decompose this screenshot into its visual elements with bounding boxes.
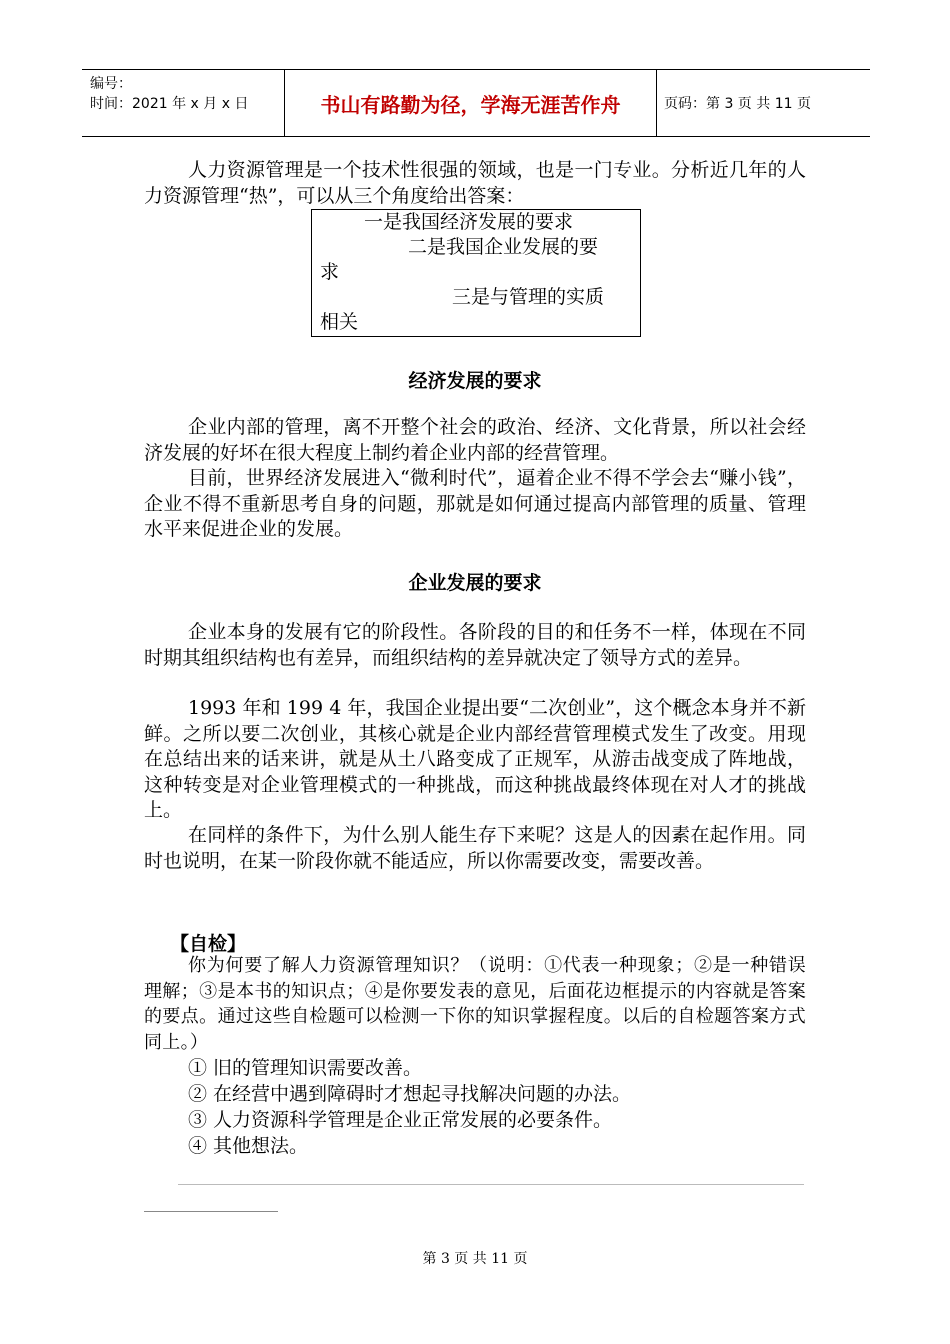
number-label: 编号： — [90, 76, 132, 92]
paragraph: 在同样的条件下，为什么别人能生存下来呢？这是人的因素在起作用。同时也说明，在某一阶段你就不能适应，所以你需要改变，需要改善。 — [144, 824, 806, 872]
summary-box — [311, 209, 641, 337]
header-page-info: 页码：第 3 页 共 11 页 — [664, 96, 811, 112]
box-line-2-wrap: 求 — [320, 261, 340, 283]
section-heading: 经济发展的要求 — [408, 370, 542, 392]
header-divider — [656, 70, 657, 136]
self-check-title: 【自检】 — [170, 933, 247, 955]
intro-paragraph: 人力资源管理是一个技术性很强的领域，也是一门专业。分析近几年的人力资源管理“热”，可以从三个角度给出答案： — [144, 159, 806, 207]
page-footer: 第 3 页 共 11 页 — [422, 1251, 528, 1267]
paragraph: 企业内部的管理，离不开整个社会的政治、经济、文化背景，所以社会经济发展的好坏在很大程度上制约着企业内部的经营管理。 — [144, 416, 806, 464]
option-4: ④ 其他想法。 — [188, 1135, 309, 1157]
box-line-3: 三是与管理的实质 — [452, 286, 605, 308]
box-line-1: 一是我国经济发展的要求 — [364, 211, 574, 233]
header-table — [82, 69, 870, 137]
box-line-2: 二是我国企业发展的要 — [408, 236, 599, 258]
date-label: 时间：2021 年 x 月 x 日 — [90, 96, 249, 112]
paragraph: 目前，世界经济发展进入“微利时代”，逼着企业不得不学会去“赚小钱”，企业不得不重新思考自身的问题，那就是如何通过提高内部管理的质量、管理水平来促进企业的发展。 — [144, 467, 806, 540]
divider — [178, 1184, 804, 1185]
section-heading: 企业发展的要求 — [408, 572, 542, 594]
option-2: ② 在经营中遇到障碍时才想起寻找解决问题的办法。 — [188, 1083, 632, 1105]
paragraph: 1993 年和 199 4 年，我国企业提出要“二次创业”，这个概念本身并不新鲜。之所以要二次创业，其核心就是企业内部经营管理模式发生了改变。用现在总结出来的话来讲，就是从土八路变成了正规军，从游击战变成了阵地战，这种转变是对企业管理模式的一种挑战，而这种挑战最终体现在对人才的挑战上。 — [144, 697, 806, 821]
box-line-3-wrap: 相关 — [320, 311, 359, 333]
option-1: ① 旧的管理知识需要改善。 — [188, 1057, 423, 1079]
header-meta — [90, 74, 248, 114]
self-check-question: 你为何要了解人力资源管理知识？（说明：①代表一种现象；②是一种错误理解；③是本书的知识点；④是你要发表的意见，后面花边框提示的内容就是答案的要点。通过这些自检题可以检测一下你的知识掌握程度。以后的自检题答案方式同上。） — [144, 955, 806, 1053]
footnote-rule — [144, 1211, 278, 1212]
header-motto: 书山有路勤为径，学海无涯苦作舟 — [320, 92, 621, 117]
paragraph: 企业本身的发展有它的阶段性。各阶段的目的和任务不一样，体现在不同时期其组织结构也有差异，而组织结构的差异就决定了领导方式的差异。 — [144, 621, 806, 669]
option-3: ③ 人力资源科学管理是企业正常发展的必要条件。 — [188, 1109, 613, 1131]
